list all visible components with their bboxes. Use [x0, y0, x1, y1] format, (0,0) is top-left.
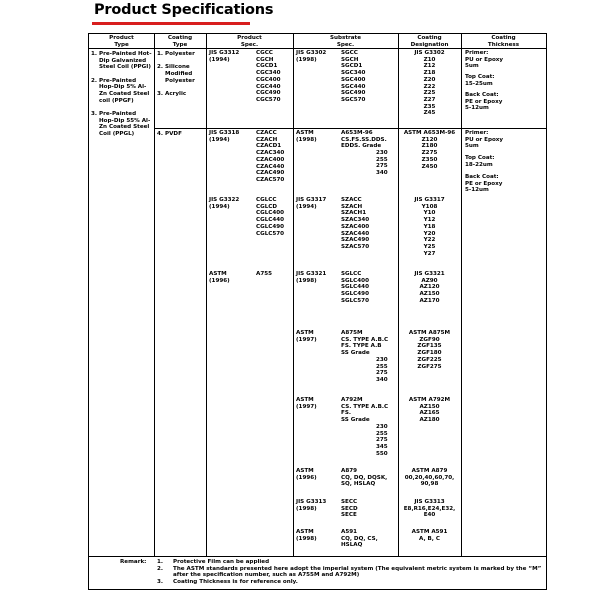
substrate-spec-grades: SGCC SGCH SGCD1 SGC340 SGC400 SGC440 SGC490 SGC570: [341, 50, 366, 103]
substrate-spec-grades: SGLCC SGLC400 SGLC440 SGLC490 SGLC570: [341, 271, 369, 304]
list-item: 3. Coating Thickness is for reference only.: [157, 579, 298, 586]
coating-designation: ASTM A879 00,20,40,60,70, 90,98: [404, 468, 455, 488]
product-type-list: [91, 51, 152, 144]
header-substrate-spec: Substrate Spec.: [329, 35, 362, 48]
coating-designation: ASTM A591 A, B, C: [411, 529, 448, 542]
list-item: 3. Pre-Painted Hop-Dip 55% Al-Zn Coated Steel Coil (PPGL): [91, 110, 151, 138]
substrate-spec-std: JIS G3317 (1994): [296, 197, 327, 210]
thickness-back-coat: Back Coat: PE or Epoxy 5-12um: [465, 92, 503, 112]
substrate-spec-std: ASTM (1998): [296, 130, 317, 143]
list-item: 1. Protective Film can be applied: [157, 559, 270, 565]
page-title: Product Specifications: [94, 2, 274, 18]
product-spec-grades: CGCC CGCH CGCD1 CGC340 CGC400 CGC440 CGC490 CGC570: [256, 50, 281, 103]
product-spec-std: JIS G3318 (1994): [209, 130, 240, 143]
substrate-spec-grade-values: 230 255 275 340: [376, 357, 388, 384]
header-product-spec: Product Spec.: [237, 35, 262, 48]
coating-designation: ASTM A653M-96 Z120 Z180 Z275 Z350 Z450: [403, 130, 456, 170]
row-divider: [154, 128, 546, 129]
header-coating-thickness: Coating Thickness: [487, 35, 520, 48]
list-item: 1. Pre-Painted Hot-Dip Galvanized Steel Coil (PPGI): [91, 51, 152, 71]
thickness-top-coat: Top Coat: 18-22um: [465, 155, 495, 168]
product-spec-grades: A755: [256, 271, 273, 277]
substrate-spec-grade-values: 230 255 275 340: [376, 150, 388, 177]
product-spec-grades: CGLCC CGLCD CGLC400 CGLC440 CGLC490 CGLC570: [256, 197, 285, 237]
substrate-spec-grade-values: 230 255 275 345 550: [376, 424, 388, 457]
substrate-spec-grades: A653M-96 CS.FS.SS.DDS. EDDS. Grade: [341, 130, 387, 150]
coating-type-list-a: [157, 51, 205, 104]
product-spec-std: JIS G3322 (1994): [209, 197, 240, 210]
substrate-spec-grades: SECC SECD SECE: [341, 499, 358, 519]
coating-designation: JIS G3302 Z10 Z12 Z18 Z20 Z22 Z25 Z27 Z35 Z45: [414, 50, 445, 117]
thickness-top-coat: Top Coat: 15-25um: [465, 74, 495, 87]
header-product-type: Product Type: [109, 35, 134, 48]
substrate-spec-grades: A879 CQ, DQ, DQSK, SQ, HSLAQ: [341, 468, 388, 488]
product-spec-std: ASTM (1996): [209, 271, 230, 284]
thickness-back-coat: Back Coat: PE or Epoxy 5-12um: [465, 174, 503, 194]
col-divider: [461, 34, 462, 556]
coating-designation: ASTM A875M ZGF90 ZGF135 ZGF180 ZGF225 ZGF275: [408, 330, 451, 370]
thickness-primer: Primer: PU or Epoxy 5um: [465, 50, 504, 70]
substrate-spec-std: ASTM (1997): [296, 330, 317, 343]
col-divider: [293, 34, 294, 556]
coating-designation: JIS G3313 E8,R16,E24,E32, E40: [403, 499, 456, 519]
substrate-spec-std: JIS G3313 (1998): [296, 499, 327, 512]
substrate-spec-std: ASTM (1997): [296, 397, 317, 410]
col-divider: [154, 34, 155, 556]
list-item: 2. The ASTM standards presented here adopt the imperial system (The equivalent metric system is marked by the “M” after the specification number, such as A755M and A792M): [157, 565, 542, 579]
product-spec-grades: CZACC CZACH CZACD1 CZAC340 CZAC400 CZAC440 CZAC490 CZAC570: [256, 130, 285, 183]
header-coating-type: Coating Type: [167, 35, 193, 48]
substrate-spec-grades: A591 CQ, DQ, CS, HSLAQ: [341, 529, 378, 549]
substrate-spec-grades: SZACC SZACH SZACH1 SZAC340 SZAC400 SZAC440 SZAC490 SZAC570: [341, 197, 370, 250]
col-divider: [206, 34, 207, 556]
substrate-spec-std: ASTM (1996): [296, 468, 317, 481]
list-item: 4. PVDF: [157, 131, 182, 137]
product-spec-std: JIS G3312 (1994): [209, 50, 240, 63]
thickness-primer: Primer: PU or Epoxy 5um: [465, 130, 504, 150]
substrate-spec-std: ASTM (1998): [296, 529, 317, 542]
list-item: 2. Silicone Modified Polyester: [157, 64, 195, 84]
list-item: 3. Acrylic: [157, 90, 187, 97]
title-underline: [92, 22, 250, 25]
substrate-spec-std: JIS G3302 (1998): [296, 50, 327, 63]
coating-designation: JIS G3321 AZ90 AZ120 AZ150 AZ170: [414, 271, 445, 304]
substrate-spec-std: JIS G3321 (1998): [296, 271, 327, 284]
coating-type-list-b: [157, 131, 205, 144]
list-item: 1. Polyester: [157, 51, 195, 57]
remark-divider: [89, 556, 546, 557]
coating-designation: JIS G3317 Y108 Y10 Y12 Y18 Y20 Y22 Y25 Y27: [414, 197, 445, 257]
substrate-spec-grades: A875M CS. TYPE A.B.C FS. TYPE A.B SS Grade: [341, 330, 389, 357]
substrate-spec-grades: A792M CS. TYPE A.B.C FS. SS Grade: [341, 397, 389, 424]
header-coating-designation: Coating Designation: [410, 35, 449, 48]
remark-label: Remark:: [120, 559, 147, 565]
remark-list: [157, 559, 543, 586]
list-item: 2. Pre-Painted Hop-Dip 5% Al-Zn Coated Steel coil (PPGF): [91, 77, 150, 104]
coating-designation: ASTM A792M AZ150 AZ165 AZ180: [408, 397, 451, 424]
specifications-table: [88, 33, 547, 590]
